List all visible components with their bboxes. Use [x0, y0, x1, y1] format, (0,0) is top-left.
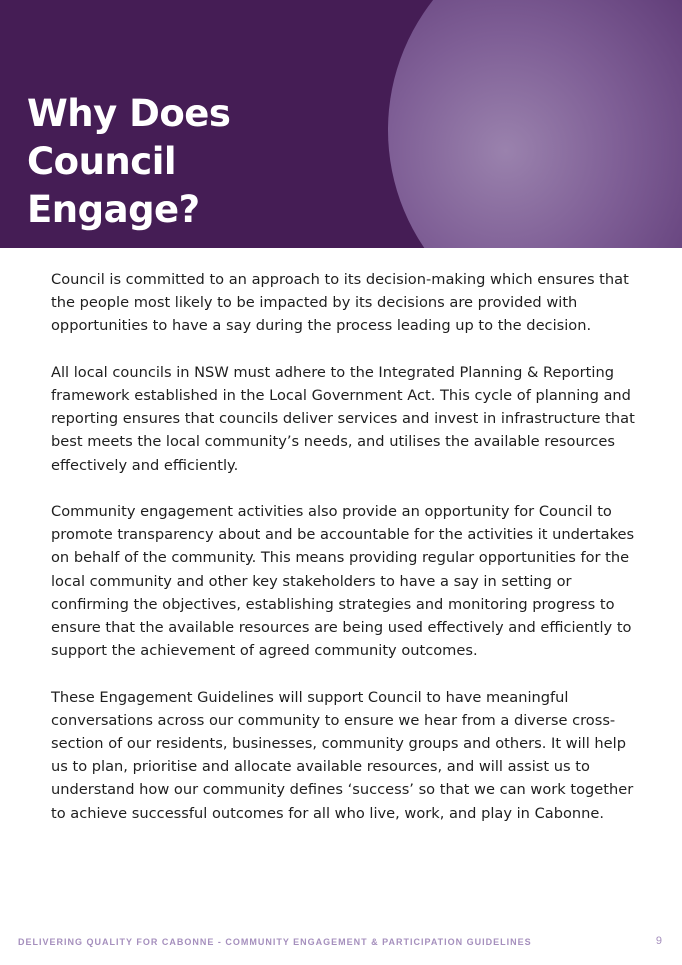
page-header-banner	[0, 0, 682, 248]
paragraph-transparency: Community engagement activities also provide an opportunity for Council to promote transparency about and be accountable for the activities it undertakes on behalf of the community. This means providing regular opportunities for the local community and other key stakeholders to have a say in setting or confirming the objectives, establishing strategies and monitoring progress to ensure that the available resources are being used effectively and efficiently to support the achievement of agreed community outcomes.	[51, 503, 635, 660]
footer-running-title: DELIVERING QUALITY FOR CABONNE - COMMUNITY ENGAGEMENT & PARTICIPATION GUIDELINES	[18, 937, 532, 947]
page-number: 9	[655, 935, 662, 947]
decorative-circle	[388, 0, 682, 248]
paragraph-decision-making: Council is committed to an approach to its decision-making which ensures that the people most likely to be impacted by its decisions are provided with opportunities to have a say during the process leading up to the decision.	[51, 271, 629, 335]
page-title-line-1: Why Does Council	[27, 92, 231, 183]
paragraph-engagement-guidelines: These Engagement Guidelines will support Council to have meaningful conversations across our community to ensure we hear from a diverse cross-section of our residents, businesses, community groups and others. It will help us to plan, prioritise and allocate available resources, and will assist us to understand how our community defines ‘success’ so that we can work together to achieve successful outcomes for all who live, work, and play in Cabonne.	[51, 688, 634, 822]
paragraph-integrated-planning: All local councils in NSW must adhere to the Integrated Planning & Reporting framework established in the Local Government Act. This cycle of planning and reporting ensures that councils deliver services and invest in infrastructure that best meets the local community’s needs, and utilises the available resources effectively and efficiently.	[51, 363, 635, 474]
page-title	[27, 90, 387, 234]
page-title-line-2: Engage?	[27, 188, 200, 231]
body-content	[51, 268, 641, 848]
